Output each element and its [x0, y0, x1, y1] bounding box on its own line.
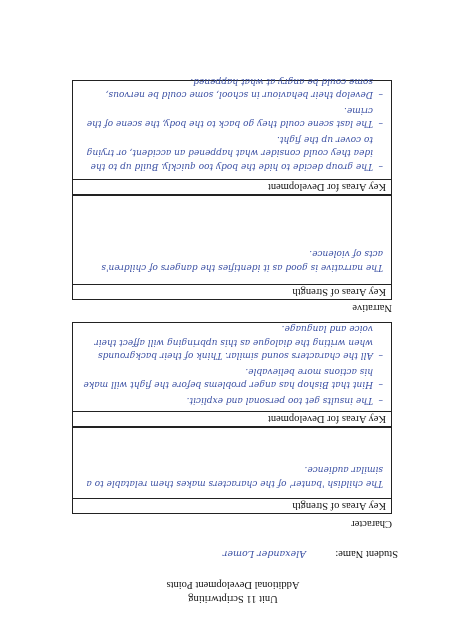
- narrative-development-point: – The last scene could they go back to the body, the scene of the crime.: [81, 103, 383, 130]
- narrative-development-header: Key Areas for Development: [73, 179, 391, 194]
- narrative-development-list: [81, 72, 383, 173]
- student-name-value: Alexander Lomer: [222, 548, 306, 559]
- character-section-label: Character: [351, 518, 392, 529]
- narrative-strength-box: [72, 195, 392, 300]
- document-subtitle: Additional Development Points: [166, 579, 300, 590]
- character-development-header: Key Areas for Development: [73, 411, 391, 426]
- narrative-strength-text: The narrative is good as it identifies the dangers of children's acts of violence.: [101, 248, 383, 272]
- student-name-label: Student Name:: [335, 548, 398, 559]
- character-development-point: – Hint that Bishop has anger problems before the fight will make his actions more believable.: [81, 364, 383, 391]
- narrative-development-point: – The group decide to hide the body too quickly. Build up to the idea they could consider what happened an accident, or trying to cover up the fight.: [81, 132, 383, 173]
- character-strength-box: [72, 427, 392, 514]
- character-development-list: [81, 319, 383, 406]
- character-development-box: [72, 322, 392, 427]
- character-development-point: – The insults get too personal and explicit.: [81, 393, 383, 407]
- narrative-development-box: [72, 76, 392, 195]
- narrative-development-point: – Develop their behaviour in school, some could be nervous, some could be angry at what happened.: [81, 74, 383, 101]
- character-strength-text: The childish 'banter' of the characters makes them relatable to a similar audience.: [86, 464, 383, 488]
- narrative-strength-header: Key Areas of Strength: [73, 284, 391, 299]
- narrative-section-label: Narrative: [352, 302, 392, 313]
- document-title: Unit 11 Scriptwriting: [188, 593, 278, 604]
- character-strength-header: Key Areas of Strength: [73, 498, 391, 513]
- character-development-point: – All the characters sound similar. Think of their backgrounds when writing the dialogue as this upbringing will affect their voice and language.: [81, 321, 383, 362]
